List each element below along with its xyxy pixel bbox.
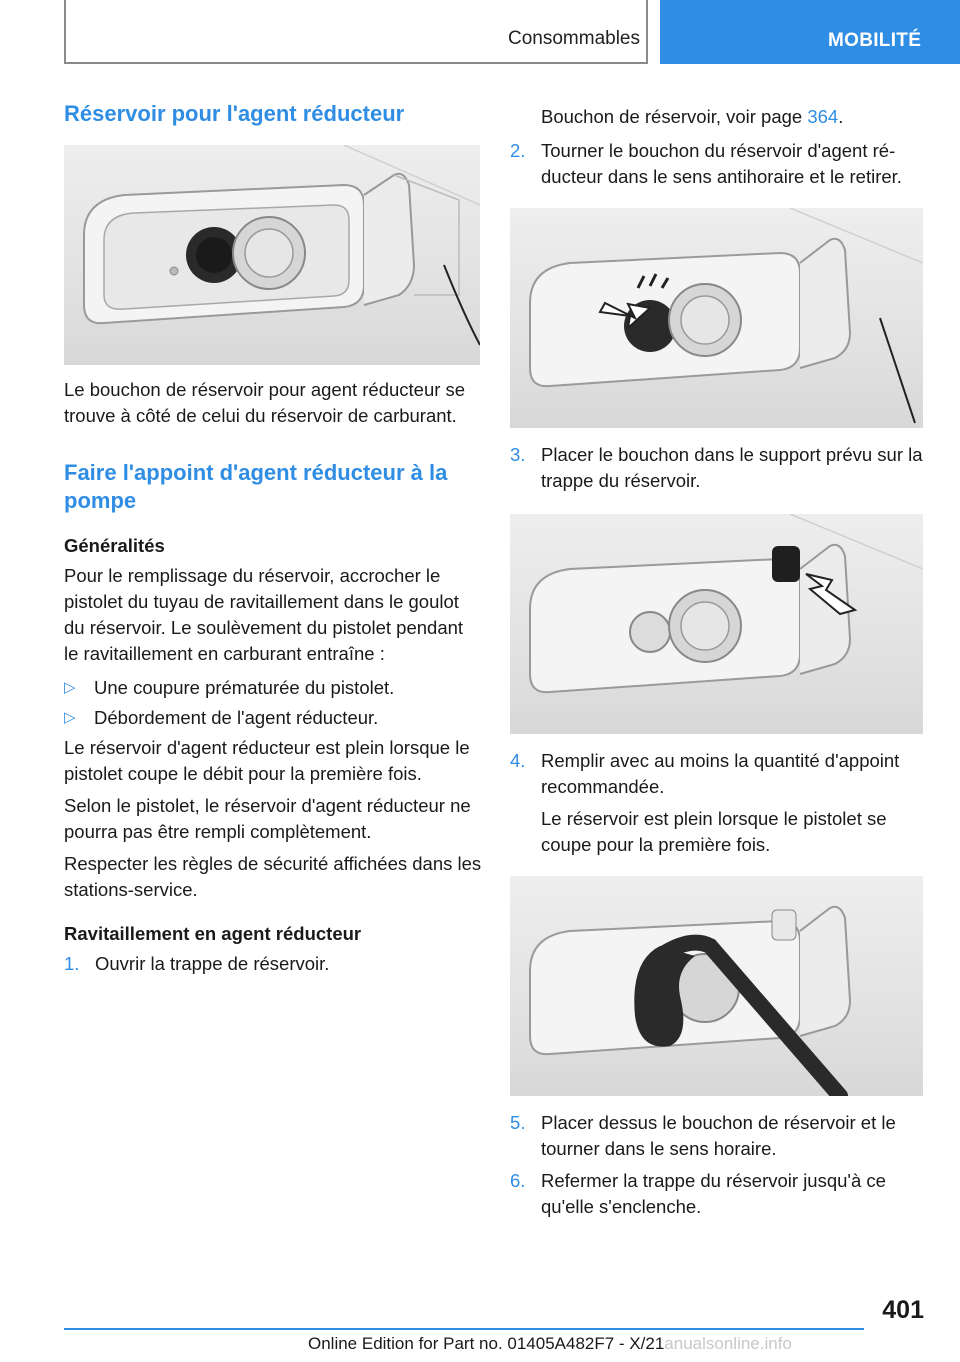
triangle-bullet-icon: ▷ [64, 679, 76, 696]
step-1 [64, 951, 482, 977]
turn-cap-illustration [510, 208, 923, 428]
step-text: Ouvrir la trappe de réservoir. [95, 953, 330, 974]
subheading-refuel: Ravitaillement en agent réducteur [64, 923, 362, 944]
step-number: 1. [64, 953, 80, 974]
step-number: 6. [510, 1170, 526, 1191]
paragraph-full: Le réservoir d'agent réducteur est plein lorsque le pistolet coupe le débit pour la première fois. [64, 737, 470, 784]
header-chapter-label: MOBILITÉ [828, 30, 922, 51]
step-text: Refermer la trappe du réservoir jusqu'à ce qu'elle s'enclenche. [541, 1170, 886, 1217]
step-4-note: Le réservoir est plein lorsque le pistolet se coupe pour la première fois. [541, 808, 887, 855]
step-number: 2. [510, 140, 526, 161]
header-chapter-tab[interactable] [660, 0, 960, 64]
general-paragraph: Pour le remplissage du réservoir, accrocher le pistolet du tuyau de ravitaillement dans le goulot du réservoir. Le soulèvement du pistolet pendant le ravitaillement en carburant entraîne : [64, 565, 464, 664]
list-item-text: Débordement de l'agent réducteur. [94, 707, 379, 728]
triangle-bullet-icon: ▷ [64, 709, 76, 726]
step-number: 4. [510, 750, 526, 771]
section-title-2: Faire l'appoint d'agent réducteur à la pompe [64, 460, 448, 513]
page-link[interactable]: 364 [807, 106, 839, 127]
right-column [510, 100, 925, 1220]
continued-end: . [838, 106, 844, 127]
list-item [64, 705, 482, 731]
list-item-text: Une coupure prématurée du pistolet. [94, 677, 395, 698]
step-2 [510, 138, 925, 190]
step-number: 3. [510, 444, 526, 465]
image-tank-caps [64, 145, 480, 365]
step-text: Remplir avec au moins la quantité d'appoint recommandée. [541, 750, 900, 797]
section-title: Réservoir pour l'agent réducteur [64, 101, 405, 126]
image-fill-nozzle [510, 876, 923, 1096]
consequence-list [64, 675, 482, 731]
step-text: Tourner le bouchon du réservoir d'agent réducteur dans le sens antihoraire et le retirer. [541, 140, 902, 187]
header-section-title: Consommables [508, 28, 640, 49]
watermark-text: anualsonline.info [664, 1334, 792, 1353]
continued-step-text [510, 104, 925, 130]
image-cap-holder [510, 514, 923, 734]
footer-edition [308, 1334, 792, 1354]
footer-rule [64, 1328, 864, 1330]
edition-text: Online Edition for Part no. 01405A482F7 - X/21 [308, 1334, 665, 1353]
paragraph-safety: Respecter les règles de sécurité affichées dans les stations-service. [64, 853, 482, 900]
left-column [64, 100, 482, 977]
step-6 [510, 1168, 925, 1220]
step-number: 5. [510, 1112, 526, 1133]
step-text: Placer le bouchon dans le support prévu sur la trappe du réservoir. [541, 444, 923, 491]
fuel-door-illustration [64, 145, 480, 365]
paragraph-capacity: Selon le pistolet, le réservoir d'agent réducteur ne pourra pas être rempli complètement. [64, 795, 471, 842]
intro-paragraph: Le bouchon de réservoir pour agent réducteur se trouve à côté de celui du réservoir de carburant. [64, 379, 466, 426]
fill-nozzle-illustration [510, 876, 923, 1096]
list-item [64, 675, 482, 701]
step-text: Placer dessus le bouchon de réservoir et le tourner dans le sens horaire. [541, 1112, 896, 1159]
step-5 [510, 1110, 925, 1162]
continued-text: Bouchon de réservoir, voir page [541, 106, 808, 127]
image-turn-cap [510, 208, 923, 428]
subheading-general: Généralités [64, 535, 165, 556]
step-4 [510, 748, 925, 800]
page-number: 401 [882, 1296, 924, 1324]
step-3 [510, 442, 925, 494]
cap-holder-illustration [510, 514, 923, 734]
